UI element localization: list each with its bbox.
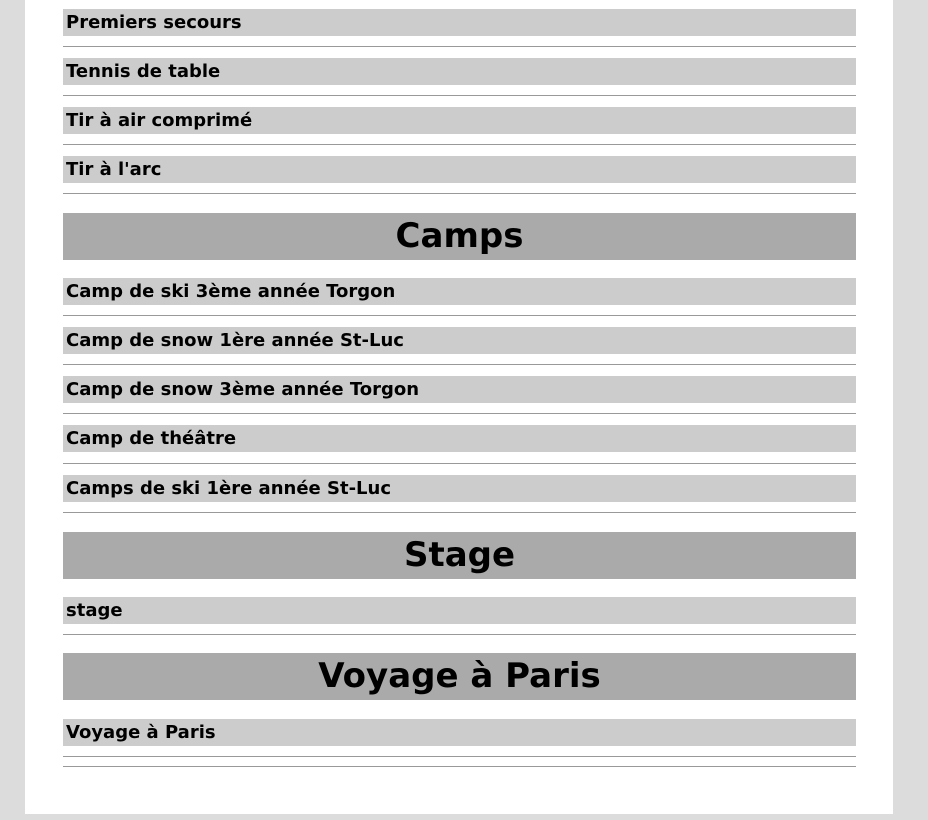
divider (63, 95, 856, 96)
section-header-camps: Camps (63, 213, 856, 260)
divider (63, 315, 856, 316)
list-item-camp-snow-1-st-luc[interactable]: Camp de snow 1ère année St-Luc (63, 327, 856, 354)
list-item-tir-a-l-arc[interactable]: Tir à l'arc (63, 156, 856, 183)
list-item-camp-snow-3-torgon[interactable]: Camp de snow 3ème année Torgon (63, 376, 856, 403)
list-item-camps-ski-1-st-luc[interactable]: Camps de ski 1ère année St-Luc (63, 475, 856, 502)
list-item-stage[interactable]: stage (63, 597, 856, 624)
section-header-voyage-paris: Voyage à Paris (63, 653, 856, 700)
divider (63, 413, 856, 414)
divider (63, 46, 856, 47)
divider (63, 634, 856, 635)
list-item-voyage-paris[interactable]: Voyage à Paris (63, 719, 856, 746)
divider (63, 512, 856, 513)
list-item-camp-ski-3-torgon[interactable]: Camp de ski 3ème année Torgon (63, 278, 856, 305)
list-item-tir-air-comprime[interactable]: Tir à air comprimé (63, 107, 856, 134)
divider (63, 756, 856, 757)
section-header-stage: Stage (63, 532, 856, 579)
divider (63, 463, 856, 464)
list-item-camp-theatre[interactable]: Camp de théâtre (63, 425, 856, 452)
list-item-tennis-de-table[interactable]: Tennis de table (63, 58, 856, 85)
list-item-premiers-secours[interactable]: Premiers secours (63, 9, 856, 36)
divider (63, 766, 856, 767)
divider (63, 364, 856, 365)
divider (63, 193, 856, 194)
divider (63, 144, 856, 145)
